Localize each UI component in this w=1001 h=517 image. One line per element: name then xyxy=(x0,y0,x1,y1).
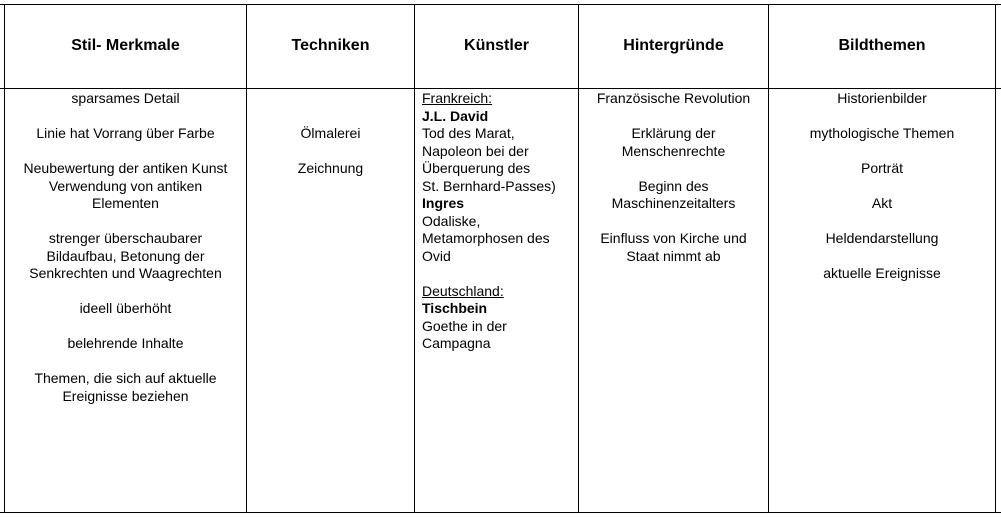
column-kuenstler xyxy=(422,90,578,353)
country-label-deutschland: Deutschland: xyxy=(422,282,504,299)
list-item: Senkrechten und Waagrechten xyxy=(29,265,222,281)
list-item: Staat nimmt ab xyxy=(626,247,721,264)
list-item: Menschenrechte xyxy=(621,142,726,159)
header-kuenstler: Künstler xyxy=(464,37,529,54)
header-bildthemen: Bildthemen xyxy=(838,37,926,54)
list-item: Porträt xyxy=(860,160,903,176)
list-item: belehrende Inhalte xyxy=(67,335,184,351)
list-item: sparsames Detail xyxy=(71,90,180,106)
artist-work: Überquerung des xyxy=(422,160,531,176)
column-bildthemen xyxy=(769,90,995,283)
artist-name-david: J.L. David xyxy=(422,107,489,124)
column-techniken xyxy=(247,90,414,178)
header-bottom-border xyxy=(0,88,1001,89)
list-item: Maschinenzeitalters xyxy=(611,195,736,211)
list-item: Akt xyxy=(871,195,893,211)
column-hintergruende xyxy=(579,90,768,265)
list-item: aktuelle Ereignisse xyxy=(823,265,941,281)
artist-work: Odaliske, xyxy=(422,212,481,229)
list-item: Linie hat Vorrang über Farbe xyxy=(36,125,215,141)
artist-work: Metamorphosen des xyxy=(422,230,550,246)
artist-name-tischbein: Tischbein xyxy=(422,300,488,316)
artist-work: Goethe in der xyxy=(422,317,507,334)
list-item: Neubewertung der antiken Kunst xyxy=(23,160,228,176)
list-item: Verwendung von antiken xyxy=(48,177,203,194)
artist-name-ingres: Ingres xyxy=(422,195,465,211)
artist-work: Tod des Marat, xyxy=(422,125,515,141)
list-item: Heldendarstellung xyxy=(825,230,939,246)
list-item: Ereignisse beziehen xyxy=(62,387,189,404)
header-stil-merkmale: Stil- Merkmale xyxy=(71,37,180,54)
list-item: Beginn des xyxy=(638,177,709,194)
list-item: ideell überhöht xyxy=(79,300,172,316)
artist-work: Napoleon bei der xyxy=(422,142,529,159)
column-stil-merkmale xyxy=(5,90,246,405)
list-item: Bildaufbau, Betonung der xyxy=(46,247,205,264)
artist-work: Campagna xyxy=(422,335,491,351)
list-item: strenger überschaubarer xyxy=(48,230,203,246)
list-item: Themen, die sich auf aktuelle xyxy=(34,370,217,386)
list-item: Historienbilder xyxy=(837,90,927,106)
list-item: Französische Revolution xyxy=(596,90,751,106)
header-techniken: Techniken xyxy=(291,37,370,54)
list-item: Ölmalerei xyxy=(300,125,361,141)
column-divider xyxy=(995,4,996,512)
table-bottom-border xyxy=(0,512,1001,513)
header-hintergruende: Hintergründe xyxy=(623,37,724,54)
list-item: Elementen xyxy=(92,195,159,211)
list-item: Einfluss von Kirche und xyxy=(600,230,747,246)
artist-work: Ovid xyxy=(422,247,451,264)
list-item: Erklärung der xyxy=(631,125,716,141)
list-item: Zeichnung xyxy=(297,160,364,176)
artist-work: St. Bernhard-Passes) xyxy=(422,177,556,194)
list-item: mythologische Themen xyxy=(809,125,955,141)
country-label-frankreich: Frankreich: xyxy=(422,90,493,106)
